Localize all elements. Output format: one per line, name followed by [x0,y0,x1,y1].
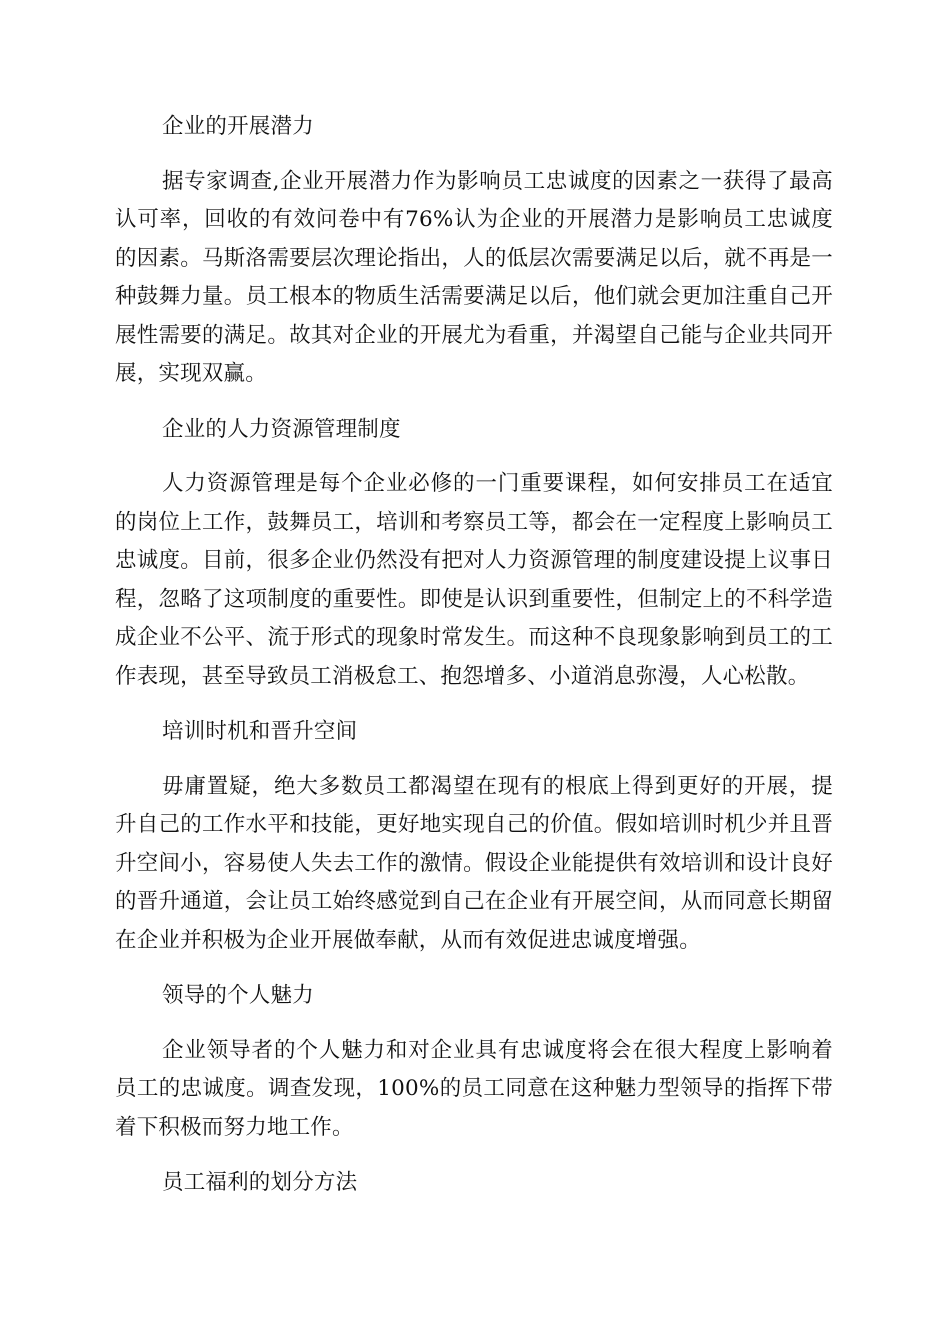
section-heading: 培训时机和晋升空间 [162,719,358,744]
document-body [115,108,833,1219]
section-heading: 领导的个人魅力 [162,983,314,1008]
section-heading: 企业的人力资源管理制度 [162,416,401,442]
section-paragraph: 人力资源管理是每个企业必修的一门重要课程，如何安排员工在适宜的岗位上工作，鼓舞员工，培训和考察员工等，都会在一定程度上影响员工忠诚度。目前，很多企业仍然没有把对人力资源管理的制度建设提上议事日程，忽略了这项制度的重要性。即使是认识到重要性，但制定上的不科学造成企业不公平、流于形式的现象时常发生。而这种不良现象影响到员工的工作表现，甚至导致员工消极怠工、抱怨增多、小道消息弥漫，人心松散。 [115,471,833,689]
section-heading: 员工福利的划分方法 [162,1170,358,1195]
section-paragraph: 据专家调查,企业开展潜力作为影响员工忠诚度的因素之一获得了最高认可率，回收的有效问卷中有76%认为企业的开展潜力是影响员工忠诚度的因素。马斯洛需要层次理论指出，人的低层次需要满足以后，就不再是一种鼓舞力量。员工根本的物质生活需要满足以后，他们就会更加注重自己开展性需要的满足。故其对企业的开展尤为看重，并渴望自己能与企业共同开展，实现双赢。 [115,168,833,386]
section-heading: 企业的开展潜力 [162,114,314,139]
section-paragraph: 企业领导者的个人魅力和对企业具有忠诚度将会在很大程度上影响着员工的忠诚度。调查发现，100%的员工同意在这种魅力型领导的指挥下带着下积极而努力地工作。 [115,1037,833,1140]
section-paragraph: 毋庸置疑，绝大多数员工都渴望在现有的根底上得到更好的开展，提升自己的工作水平和技能，更好地实现自己的价值。假如培训时机少并且晋升空间小，容易使人失去工作的激情。假设企业能提供有效培训和设计良好的晋升通道，会让员工始终感觉到自己在企业有开展空间，从而同意长期留在企业并积极为企业开展做奉献，从而有效促进忠诚度增强。 [115,773,833,953]
